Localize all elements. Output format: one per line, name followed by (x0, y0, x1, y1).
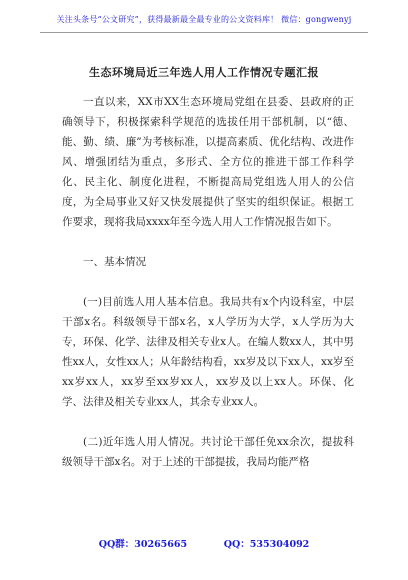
banner-text: 关注头条号“公文研究”，获得最新最全最专业的公文资料库！ 微信：gongwenyj (56, 15, 352, 24)
appointment-paragraph: (二)近年选人用人情况。共讨论干部任免xx余次，提拔科级领导干部x名。对于上述的干部提拔，我局均能严格 (62, 436, 354, 468)
footer-contact (0, 536, 408, 550)
basic-info-paragraph: (一)目前选人用人基本信息。我局共有x个内设科室，中层干部x名。科级领导干部x名，x人学历为大学，x人学历为大专，环保、化学、法律及相关专业x人。在编人数xx人，其中男性xx人，女性xx人；从年龄结构看，xx岁及以下xx人，xx岁至xx岁xx人，xx岁至xx岁xx人，xx岁及以上xx人。环保、化学、法律及相关专业xx人，其余专业xx人。 (62, 296, 354, 408)
section-heading: 一、基本情况 (83, 256, 146, 268)
paragraph-gap (62, 412, 354, 432)
document-body (62, 92, 354, 472)
intro-paragraph: 一直以来，XX市XX生态环境局党组在县委、县政府的正确领导下，积极探索科学规范的选拔任用干部机制，以“德、能、勤、绩、廉”为考核标准，以提高素质、优化结构、改进作风、增强团结为重点，多形式、全方位的推进干部工作科学化、民主化、制度化进程，不断提高局党组选人用人的公信度，为全局事业又好又快发展提供了坚实的组织保证。根据工作要求，现将我局xxxx年至今选人用人工作情况报告如下。 (62, 96, 354, 228)
footer-qq: QQ：535304092 (223, 539, 310, 550)
footer-qq-group: QQ群：30265665 (98, 539, 188, 550)
header-divider (40, 32, 368, 33)
header-banner (0, 14, 408, 25)
document-title: 生态环境局近三年选人用人工作情况专题汇报 (89, 66, 319, 79)
